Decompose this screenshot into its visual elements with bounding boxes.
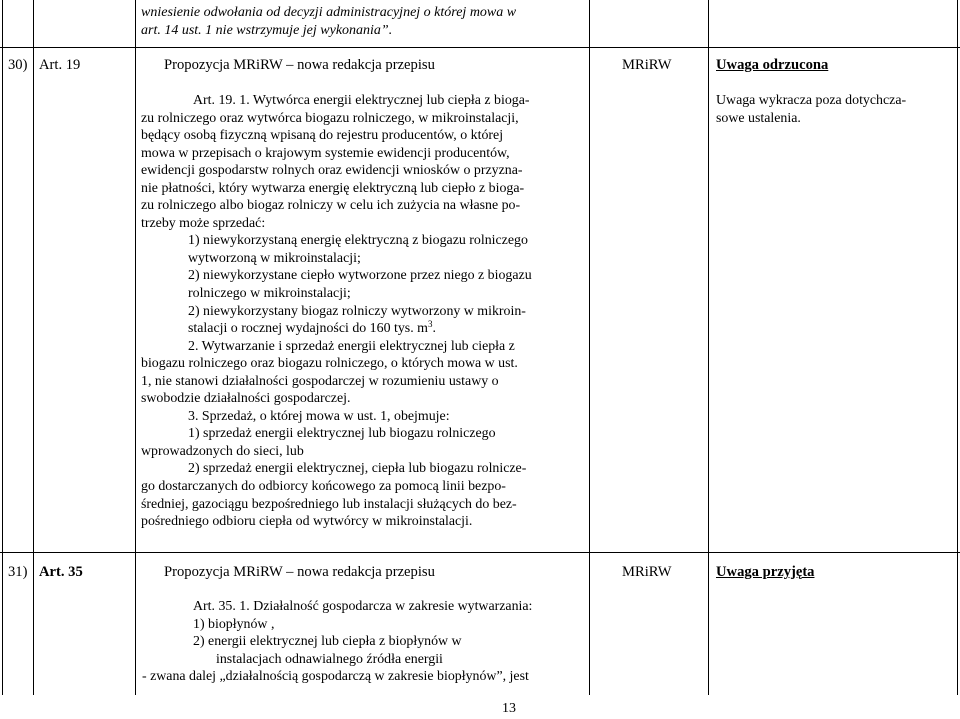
text-line: nie płatności, który wytwarza energię elektryczną lub ciepło z bioga-	[141, 180, 525, 196]
column-divider-proposal	[589, 0, 590, 695]
text-line: go dostarczanych do odbiorcy końcowego za pomocą linii bezpo-	[141, 479, 506, 495]
text-line: 1) biopłynów ,	[193, 616, 275, 632]
text-line: 2) niewykorzystane ciepło wytworzone przez niego z biogazu	[188, 268, 532, 284]
text-line: 2) energii elektrycznej lub ciepła z biopłynów w	[193, 634, 462, 650]
remarks-line: sowe ustalenia.	[716, 110, 801, 126]
text-line: będący osobą fizyczną wpisaną do rejestru producentów, o której	[141, 128, 504, 144]
text-line: 1) niewykorzystaną energię elektryczną z biogazu rolniczego	[188, 233, 528, 249]
text-line: mowa w przepisach o krajowym systemie ewidencji producentów,	[141, 145, 510, 161]
row-divider-31	[0, 552, 960, 553]
text-line: 1, nie stanowi działalności gospodarczej w rozumieniu ustawy o	[141, 373, 499, 389]
line-suffix: .	[432, 321, 436, 337]
column-divider-number	[33, 0, 34, 695]
row-divider-30	[0, 47, 960, 48]
text-line: trzeby może sprzedać:	[141, 215, 266, 231]
text-line: wprowadzonych do sieci, lub	[141, 443, 304, 459]
column-divider-author	[708, 0, 709, 695]
text-line: Art. 35. 1. Działalność gospodarcza w zakresie wytwarzania:	[193, 599, 533, 614]
proposal-heading: Propozycja MRiRW – nowa redakcja przepisu	[164, 564, 435, 580]
proposal-text	[141, 92, 583, 531]
row-number: 30)	[8, 57, 28, 73]
text-line: rolniczego w mikroinstalacji;	[188, 286, 351, 302]
previous-row-text	[141, 4, 587, 39]
text-line: zu rolniczego oraz wytwórca biogazu rolniczego, w mikroinstalacji,	[141, 110, 519, 126]
text-line: pośredniego odbioru ciepła od wytwórcy w mikroinstalacji.	[141, 514, 473, 530]
row-number: 31)	[8, 564, 28, 580]
row-article: Art. 19	[39, 57, 81, 73]
column-divider-article	[135, 0, 136, 695]
text-line: 2. Wytwarzanie i sprzedaż energii elektrycznej lub ciepła z	[188, 338, 515, 354]
text-line: ewidencji gospodarstw rolnych oraz ewidencji wniosków o przyzna-	[141, 163, 523, 179]
proposal-text	[141, 598, 583, 686]
remarks-text	[716, 92, 952, 127]
table-border-right	[957, 0, 958, 695]
text-line: instalacjach odnawialnego źródła energii	[216, 651, 443, 667]
table-border-left	[2, 0, 3, 695]
text-line: 2) sprzedaż energii elektrycznej, ciepła lub biogazu rolnicze-	[188, 461, 527, 477]
author-label: MRiRW	[622, 564, 672, 580]
page-number: 13	[502, 701, 516, 716]
text-line: średniej, gazociągu bezpośredniego lub instalacji służących do bez-	[141, 496, 517, 512]
text-line: biogazu rolniczego oraz biogazu rolniczego, o których mowa w ust.	[141, 356, 518, 372]
text-line: 3. Sprzedaż, o której mowa w ust. 1, obejmuje:	[188, 408, 450, 424]
author-label: MRiRW	[622, 57, 672, 73]
previous-row-line: wniesienie odwołania od decyzji administracyjnej o której mowa w	[141, 5, 517, 20]
text-line: wytworzoną w mikroinstalacji;	[188, 250, 361, 266]
row-article: Art. 35	[39, 564, 83, 580]
text-line: Art. 19. 1. Wytwórca energii elektrycznej lub ciepła z bioga-	[193, 93, 530, 108]
text-line: - zwana dalej „działalnością gospodarczą w zakresie biopłynów”, jest	[142, 669, 529, 685]
status-label: Uwaga przyjęta	[716, 564, 815, 580]
text-line: 2) niewykorzystany biogaz rolniczy wytworzony w mikroin-	[188, 303, 526, 319]
previous-row-line: art. 14 ust. 1 nie wstrzymuje jej wykonania”.	[141, 22, 393, 38]
status-label: Uwaga odrzucona	[716, 57, 829, 73]
text-line: stalacji o rocznej wydajności do 160 tys. $m^3$.	[188, 319, 436, 337]
proposal-heading: Propozycja MRiRW – nowa redakcja przepisu	[164, 57, 435, 73]
text-line: swobodzie działalności gospodarczej.	[141, 391, 351, 407]
remarks-line: Uwaga wykracza poza dotychcza-	[716, 93, 907, 108]
text-line: zu rolniczego albo biogaz rolniczy w celu ich zużycia na własne po-	[141, 198, 521, 214]
text-line: 1) sprzedaż energii elektrycznej lub biogazu rolniczego	[188, 426, 496, 442]
superscript: 3	[427, 319, 433, 330]
